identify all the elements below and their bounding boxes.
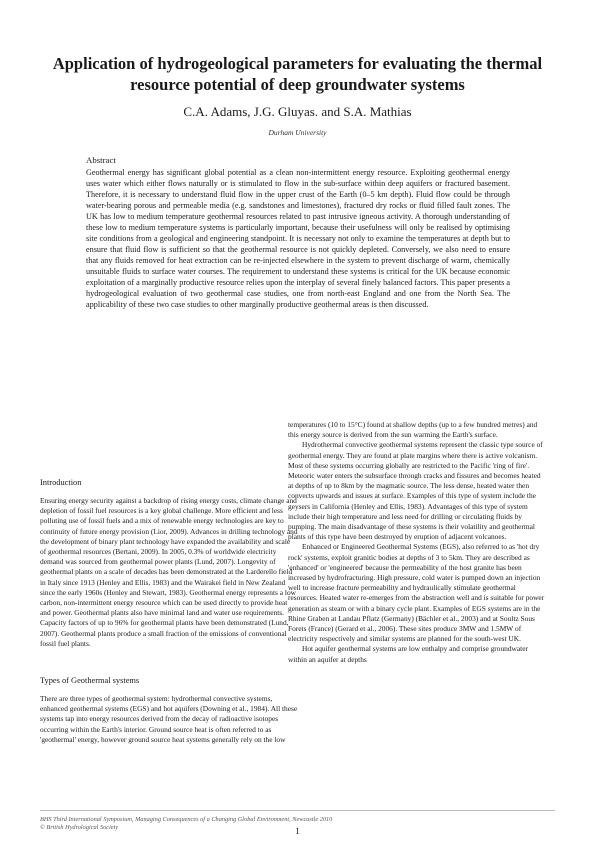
types-heading: Types of Geothermal systems (40, 676, 140, 686)
authors: C.A. Adams, J.G. Gluyas. and S.A. Mathias (183, 104, 412, 119)
introduction-paragraph: Ensuring energy security against a backdrop of rising energy costs, climate change and depletion of fossil fuel resources is a key global challenge. More efficient and less polluting use of fossil fuels and a mix of renewable energy technologies are key to continuity of future energy provision (Lior, 2009). Advances in drilling technology and the development of binary plant technology have expanded the availability and scale of geothermal resources (Bertani, 2009). In 2005, 0.3% of worldwide electricity demand was sourced from geothermal power plants (Lund, 2007). Longevity of geothermal plants on a scale of decades has been demonstrated at the Larderello field in Italy since 1913 (Henley and Ellis, 1983) and the Wairakei field in New Zealand since the early 1960s (Henley and Stewart, 1983). Geothermal energy represents a low carbon, non-intermittent energy resource which can be used directly to provide heat and power. Geothermal plants also have minimal land and water use requirements. Capacity factors of up to 96% for geothermal plants have been demonstrated (Lund, 2007). Geothermal plants produce a small fraction of the emissions of conventional fossil fuel plants. (40, 496, 298, 648)
right-column (288, 420, 546, 665)
abstract-heading: Abstract (86, 155, 116, 165)
footer-copyright: © British Hydrological Society (40, 824, 119, 831)
affiliation: Durham University (268, 128, 327, 137)
abstract-text: Geothermal energy has significant global potential as a clean non-intermittent energy resource. Exploiting geothermal energy uses water which either flows naturally or is stimulated to flow in the sub-surface within deep aquifers or fractured basement. Therefore, it is necessary to understand fluid flow in the upper crust of the Earth (0–5 km depth). Fluid flow could be through water-bearing porous and permeable media (e.g. sandstones and limestones), fractured dry rocks or fluid filled fault zones. The UK has low to medium temperature geothermal resources related to past intrusive igneous activity. A thorough understanding of these low to medium temperature systems is particularly important, because their usefulness will only be realised by optimising site conditions from a geological and engineering standpoint. It is necessary not only to examine the temperatures at depth but to ensure that fluid flow is sufficient so that the geothermal resource is not quickly depleted. Conversely, we also need to ensure that any fluids removed for heat extraction can be re-injected elsewhere in the system to prevent discharge of warm, chemically unsuitable fluids to surface water courses. The requirement to understand these systems is critical for the UK because economic exploitation of a marginally productive resource relies upon the interplay of several finely balanced factors. This paper presents a hydrogeological evaluation of two geothermal case studies, one from north-east England and one from the North Sea. The applicability of these two case studies to other marginally productive geothermal areas is then discussed. (86, 168, 510, 309)
hot-aquifer-paragraph: Hot aquifer geothermal systems are low enthalpy and comprise groundwater within an aquifer at depths (288, 644, 528, 664)
paper-title: Application of hydrogeological parameters for evaluating the thermal resource potential of deep groundwater systems (52, 54, 543, 94)
introduction-heading: Introduction (40, 478, 82, 487)
right-paragraph-continued: temperatures (10 to 15°C) found at shallow depths (up to a few hundred metres) and this energy source is derived from the sun warming the Earth's surface. (288, 420, 538, 440)
egs-paragraph: Enhanced or Engineered Geothermal Systems (EGS), also referred to as 'hot dry rock' systems, exploit granitic bodies at depths of 3 to 5km. They are described as 'enhanced' or 'engineered' because the permeability of the host granite has been increased by hydrofracturing. High pressure, cold water is pumped down an injection well to increase fracture permeability and hydraulically stimulate geothermal resources. Heated water re-emerges from the abstraction well and is suitable for power generation as steam or with a binary cycle plant. Examples of EGS systems are in the Rhine Graben at Landau Pflatz (Germany) (Bächler et al., 2003) and at Soultz Sous Forets (France) (Gerard et al., 2006). These sites produce 3MW and 1.5MW of electricity respectively and similar systems are planned for the south-west UK. (288, 542, 545, 644)
footer-rule (40, 810, 555, 811)
hydrothermal-paragraph: Hydrothermal convective geothermal systems represent the classic type source of geothermal energy. They are found at plate margins where there is active volcanism. Most of these systems occurring globally are restricted to the Pacific 'ring of fire'. Meteoric water enters the subsurface through cracks and fissures and becomes heated at depths of up to 8km by the magmatic source. The less dense, heated water then convects upwards and issues at surface. Examples of this type of system include the geysers in California (Henley and Ellis, 1983). Advantages of this type of system include their high temperature and less need for drilling or circulating fluids by pumping. The main disadvantage of these systems is their volatility and geothermal plants of this type have been destroyed by eruption of adjacent volcanoes. (288, 440, 543, 542)
types-paragraph: There are three types of geothermal system: hydrothermal convective systems, enhanced geothermal systems (EGS) and hot aquifers (Downing et al., 1984). All these systems tap into energy resources derived from the decay of radioactive isotopes occurring within the Earth's interior. Ground source heat is often referred to as 'geothermal' energy, however ground source heat systems generally rely on the low (40, 694, 298, 744)
page-number: 1 (295, 826, 300, 836)
left-column (40, 477, 298, 745)
footer-symposium: BHS Third International Symposium, Managing Consequences of a Changing Global Environment, Newcastle 2010 (40, 816, 333, 823)
abstract-section (86, 155, 510, 310)
